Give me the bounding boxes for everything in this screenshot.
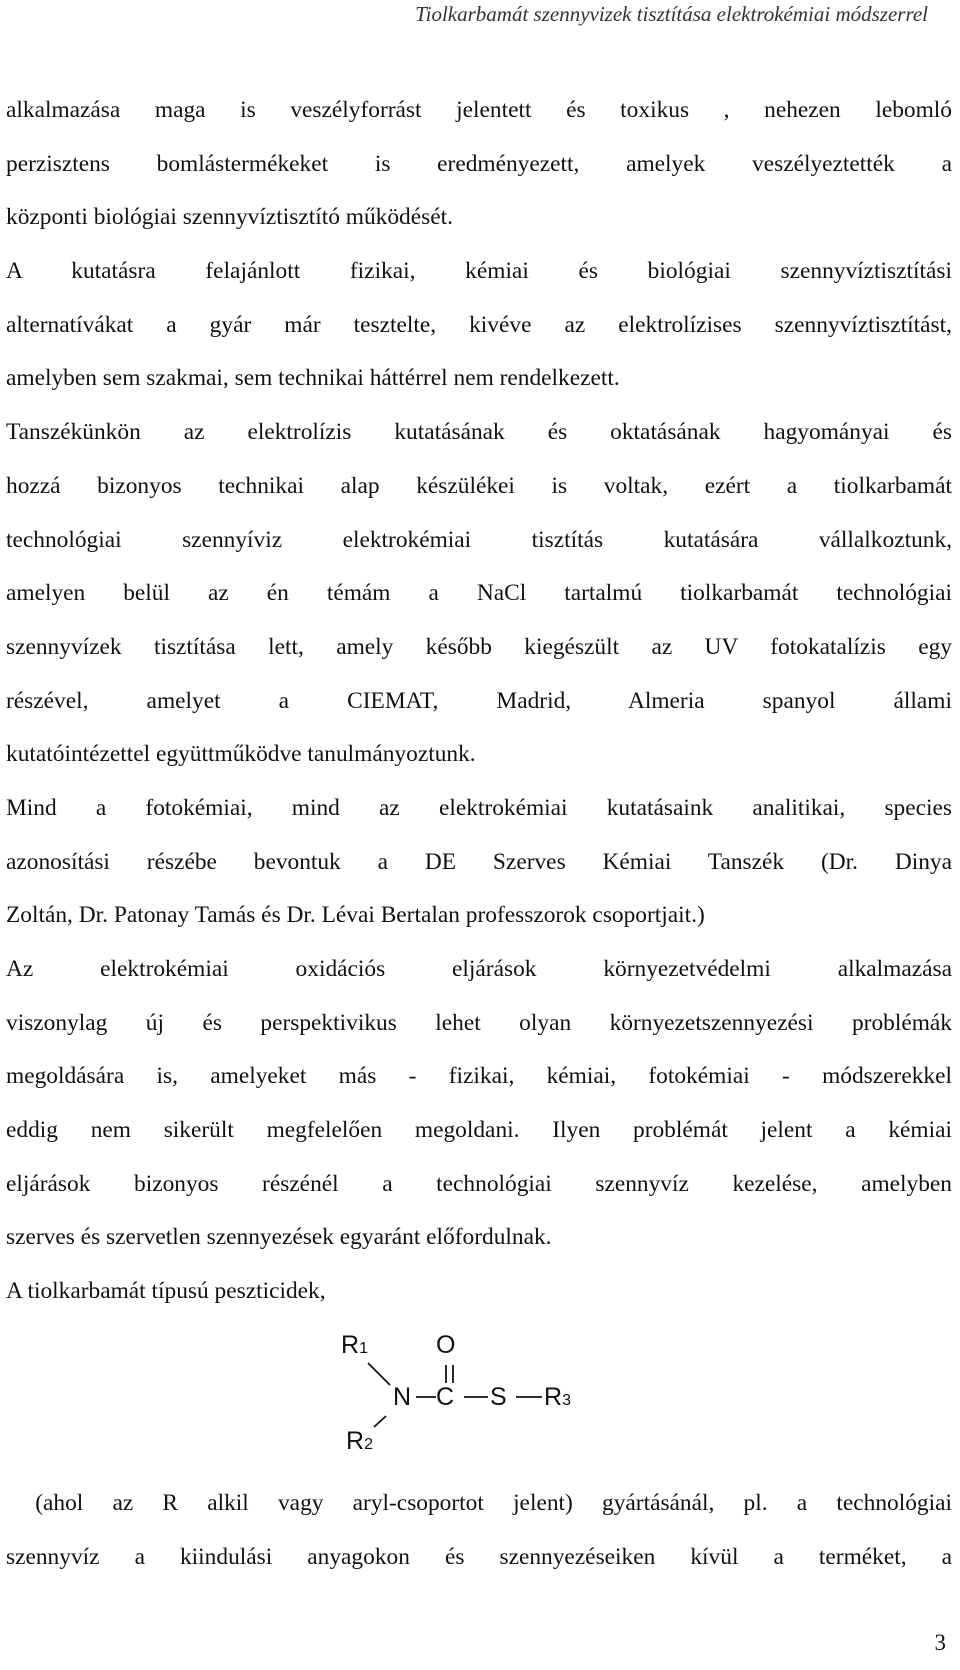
paragraph bbox=[6, 84, 952, 245]
r1-label: R bbox=[341, 1330, 360, 1359]
nitrogen-atom: N bbox=[393, 1382, 412, 1411]
text-line: szerves és szervetlen szennyezések egyaránt előfordulnak. bbox=[6, 1224, 552, 1251]
text-line: kutatóintézettel együttműködve tanulmányoztunk. bbox=[6, 741, 476, 768]
bond-r2-n bbox=[374, 1416, 386, 1427]
document-body bbox=[6, 84, 952, 1584]
text-line: Tanszékünkön az elektrolízis kutatásának és oktatásának hagyományai és bbox=[6, 419, 952, 446]
text-line: hozzá bizonyos technikai alap készülékei is voltak, ezért a tiolkarbamát bbox=[6, 472, 952, 499]
r1-group bbox=[341, 1330, 368, 1359]
text-line: alternatívákat a gyár már tesztelte, kivéve az elektrolízises szennyvíztisztítást, bbox=[6, 311, 952, 338]
r3-group bbox=[544, 1382, 571, 1411]
formula-bonds bbox=[6, 1319, 952, 1479]
r3-label: R bbox=[544, 1382, 563, 1411]
text-line: alkalmazása maga is veszélyforrást jelentett és toxikus , nehezen lebomló bbox=[6, 97, 952, 123]
r3-subscript: 3 bbox=[562, 1391, 571, 1409]
page-number: 3 bbox=[934, 1630, 946, 1655]
r2-group bbox=[346, 1426, 373, 1455]
paragraph bbox=[6, 245, 952, 406]
text-line: technológiai szennyíviz elektrokémiai tisztítás kutatására vállalkoztunk, bbox=[6, 526, 952, 553]
thiocarbamate-structure bbox=[6, 1319, 952, 1479]
oxygen-atom: O bbox=[436, 1330, 456, 1359]
text-line: amelyen belül az én témám a NaCl tartalmú tiolkarbamát technológiai bbox=[6, 580, 952, 607]
text-line: azonosítási részébe bevontuk a DE Szerves Kémiai Tanszék (Dr. Dinya bbox=[6, 848, 952, 875]
text-line: (ahol az R alkil vagy aryl-csoportot jelent) gyártásánál, pl. a technológiai bbox=[6, 1489, 952, 1516]
text-line: perzisztens bomlástermékeket is eredményezett, amelyek veszélyeztették a bbox=[6, 150, 952, 177]
text-line: Mind a fotokémiai, mind az elektrokémiai kutatásaink analitikai, species bbox=[6, 794, 952, 821]
text-line: központi biológiai szennyvíztisztító működését. bbox=[6, 204, 453, 231]
r2-subscript: 2 bbox=[364, 1435, 373, 1453]
r1-subscript: 1 bbox=[359, 1339, 368, 1357]
text-line: Zoltán, Dr. Patonay Tamás és Dr. Lévai Bertalan professzorok csoportjait.) bbox=[6, 902, 705, 929]
r2-label: R bbox=[346, 1426, 365, 1455]
text-line: A tiolkarbamát típusú peszticidek, bbox=[6, 1278, 326, 1305]
text-line: eljárások bizonyos részénél a technológiai szennyvíz kezelése, amelyben bbox=[6, 1170, 952, 1197]
running-header: Tiolkarbamát szennyvizek tisztítása elektrokémiai módszerrel bbox=[415, 2, 928, 26]
text-line: amelyben sem szakmai, sem technikai háttérrel nem rendelkezett. bbox=[6, 365, 620, 392]
text-line: részével, amelyet a CIEMAT, Madrid, Almeria spanyol állami bbox=[6, 687, 952, 714]
paragraph bbox=[6, 406, 952, 782]
text-line: eddig nem sikerült megfelelően megoldani. Ilyen problémát jelent a kémiai bbox=[6, 1117, 952, 1144]
text-line: szennyvízek tisztítása lett, amely később kiegészült az UV fotokatalízis egy bbox=[6, 633, 952, 660]
carbon-atom: C bbox=[436, 1382, 455, 1411]
paragraph bbox=[6, 943, 952, 1265]
paragraph bbox=[6, 1265, 952, 1319]
text-line: A kutatásra felajánlott fizikai, kémiai és biológiai szennyvíztisztítási bbox=[6, 258, 952, 285]
paragraph bbox=[6, 1477, 952, 1584]
text-line: Az elektrokémiai oxidációs eljárások környezetvédelmi alkalmazása bbox=[6, 956, 952, 982]
sulfur-atom: S bbox=[490, 1382, 507, 1411]
paragraph bbox=[6, 782, 952, 943]
bond-r1-n bbox=[368, 1363, 390, 1385]
text-line: szennyvíz a kiindulási anyagokon és szennyezéseiken kívül a terméket, a bbox=[6, 1543, 952, 1570]
text-line: viszonylag új és perspektivikus lehet olyan környezetszennyezési problémák bbox=[6, 1009, 952, 1036]
text-line: megoldására is, amelyeket más - fizikai, kémiai, fotokémiai - módszerekkel bbox=[6, 1063, 952, 1090]
